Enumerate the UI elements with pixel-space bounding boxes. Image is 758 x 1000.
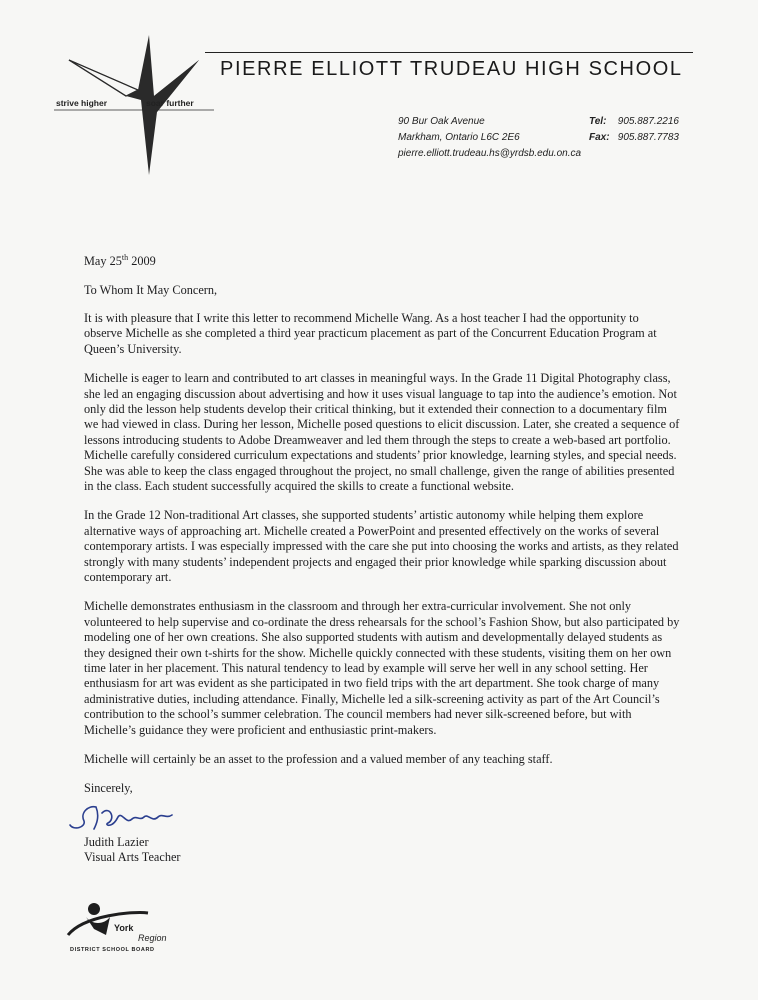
- address-line-2: Markham, Ontario L6C 2E6: [398, 132, 520, 143]
- paragraph-intro: It is with pleasure that I write this letter to recommend Michelle Wang. As a host teacher I had the opportunity to observe Michelle as she completed a third year practicum placement as part of the Concurrent Education Program at Queen’s University.: [84, 310, 657, 356]
- paragraph-extracurricular: Michelle demonstrates enthusiasm in the classroom and through her extra-curricular involvement. She not only volunteered to help supervise and co-ordinate the dress rehearsals for the school’s Fashion Show, but also participated by modeling one of her own creations. She also supported students with autism and developmentally delayed students as they designed their own t-shirts for the show. Michelle quickly connected with these students, visiting them on her own time later in her placement. This natural tendency to lead by example will serve her well in any school setting. Her enthusiasm for art was evident as she participated in two field trips with the art department. She took charge of many administrative duties, including attendance. Finally, Michelle led a silk-screening activity as part of the Art Council’s contribution to the school’s summer celebration. The council members had never silk-screened before, but with Michelle’s guidance they were proficient and enthusiastic print-makers.: [84, 599, 680, 737]
- paragraph-conclusion: Michelle will certainly be an asset to the profession and a valued member of any teaching staff.: [84, 752, 553, 767]
- board-word-york: York: [114, 923, 134, 933]
- fax-label: Fax:: [589, 132, 610, 143]
- school-contact: [589, 114, 679, 146]
- board-line: DISTRICT SCHOOL BOARD: [70, 947, 155, 953]
- date-year: 2009: [128, 254, 156, 269]
- tel-number: 905.887.2216: [617, 116, 679, 127]
- motto-left: strive higher: [56, 98, 108, 108]
- handwritten-signature: [66, 799, 186, 835]
- salutation: To Whom It May Concern,: [84, 282, 218, 297]
- board-word-region: Region: [138, 933, 167, 943]
- school-email: pierre.elliott.trudeau.hs@yrdsb.edu.on.ca: [398, 148, 582, 159]
- address-line-1: 90 Bur Oak Avenue: [398, 116, 485, 127]
- york-region-board-logo: [64, 895, 184, 955]
- school-name: PIERRE ELLIOTT TRUDEAU HIGH SCHOOL: [220, 58, 683, 80]
- letter-date: [84, 250, 680, 270]
- tel-label: Tel:: [589, 116, 607, 127]
- signer-title: Visual Arts Teacher: [84, 850, 181, 865]
- fax-number: 905.887.7783: [617, 132, 679, 143]
- signer-name: Judith Lazier: [84, 834, 149, 849]
- paragraph-grade-11: Michelle is eager to learn and contributed to art classes in meaningful ways. In the Grade 11 Digital Photography class, she led an engaging discussion about advertising and how it uses visual language to tap into the audience’s emotion. Not only did the lesson help students develop their critical thinking, but it extended their connection to a documentary film we had viewed in class. During her lesson, Michelle posed questions to elicit discussion. Later, she created a sequence of lessons introducing students to Adobe Dreamweaver and led them through the steps to create a web-based art portfolio. Michelle carefully considered curriculum expectations and students’ prior knowledge, learning styles, and special needs. She was able to keep the class engaged throughout the project, no small challenge, given the range of abilities presented in the class. Each student successfully acquired the skills to create a functional website.: [84, 371, 680, 493]
- header-rule: [205, 52, 693, 53]
- date-day: May 25: [84, 254, 122, 269]
- closing: Sincerely,: [84, 781, 133, 796]
- letter-body: [84, 250, 680, 866]
- date-ordinal: th: [121, 253, 129, 262]
- fax-row: [589, 130, 679, 146]
- paragraph-grade-12: In the Grade 12 Non-traditional Art classes, she supported students’ artistic autonomy while helping them explore alternative ways of approaching art. Michelle created a PowerPoint and presented effectively on the works of several contemporary artists. I was especially impressed with the care she put into choosing the works and artists, as they related strongly with many students’ independent projects and engaged their prior knowledge while sparking discussion about contemporary art.: [84, 508, 679, 584]
- school-address: [398, 114, 581, 162]
- motto-right: soar further: [146, 98, 194, 108]
- tel-row: [589, 114, 679, 130]
- school-star-logo: [54, 30, 214, 180]
